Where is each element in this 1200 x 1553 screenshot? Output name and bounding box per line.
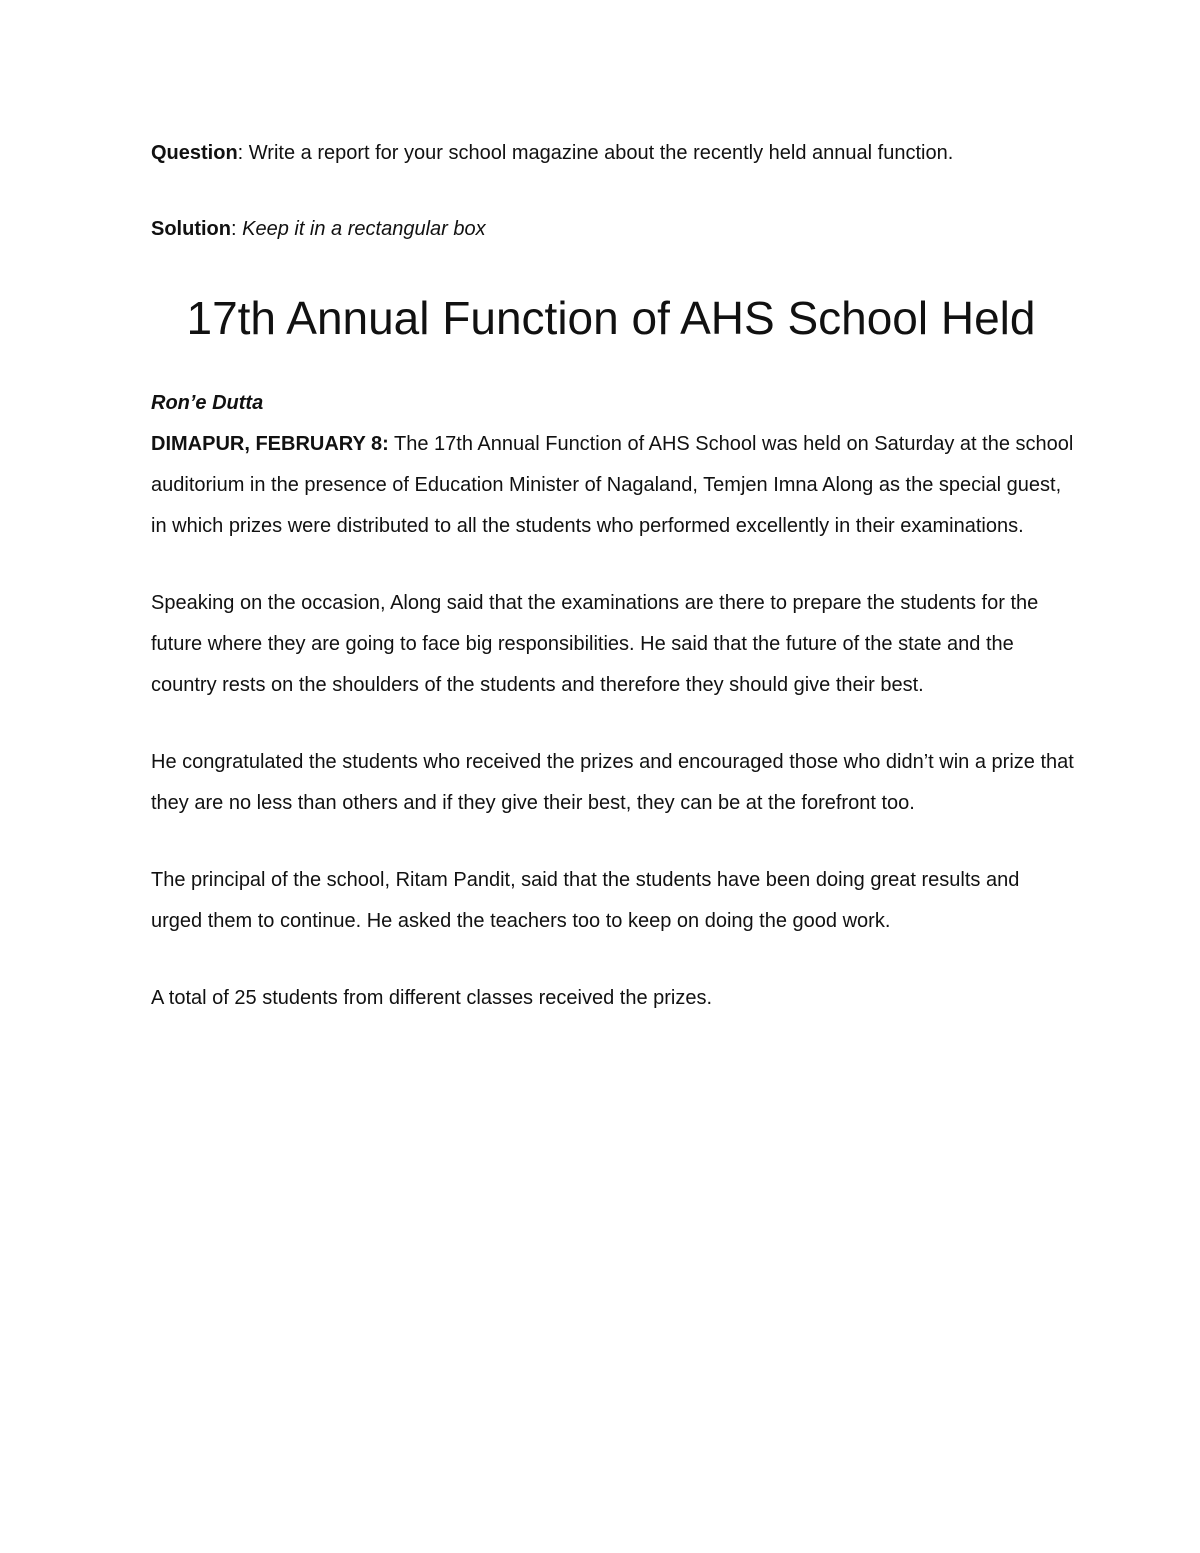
article-paragraph: The principal of the school, Ritam Pandit, said that the students have been doing great results and urged them to continue. He asked the teachers too to keep on doing the good work. <box>151 869 1020 932</box>
article-body <box>151 424 1076 1055</box>
article-paragraph: A total of 25 students from different classes received the prizes. <box>151 987 713 1009</box>
question-line <box>151 139 953 167</box>
article-dateline: DIMAPUR, FEBRUARY 8: <box>151 433 389 455</box>
question-label: Question <box>151 142 238 164</box>
solution-text: Keep it in a rectangular box <box>242 218 486 240</box>
solution-label: Solution <box>151 218 231 240</box>
article-byline: Ron’e Dutta <box>151 392 264 414</box>
article-paragraph: Speaking on the occasion, Along said that the examinations are there to prepare the students for the future where they are going to face big responsibilities. He said that the future of the state and the country rests on the shoulders of the students and therefore they should give their best. <box>151 592 1039 696</box>
article-paragraph <box>151 424 1076 547</box>
solution-separator: : <box>230 218 243 240</box>
article-paragraph: He congratulated the students who received the prizes and encouraged those who didn’t win a prize that they are no less than others and if they give their best, they can be at the forefront too. <box>151 751 1074 814</box>
question-text: : Write a report for your school magazine about the recently held annual function. <box>237 142 954 164</box>
article-headline: 17th Annual Function of AHS School Held <box>186 292 1036 344</box>
paragraph-text: The 17th Annual Function of AHS School was held on Saturday at the school auditorium in the presence of Education Minister of Nagaland, Temjen Imna Along as the special guest, in which prizes were distributed to all the students who performed excellently in their examinations. <box>151 433 1074 537</box>
solution-line <box>151 215 486 243</box>
